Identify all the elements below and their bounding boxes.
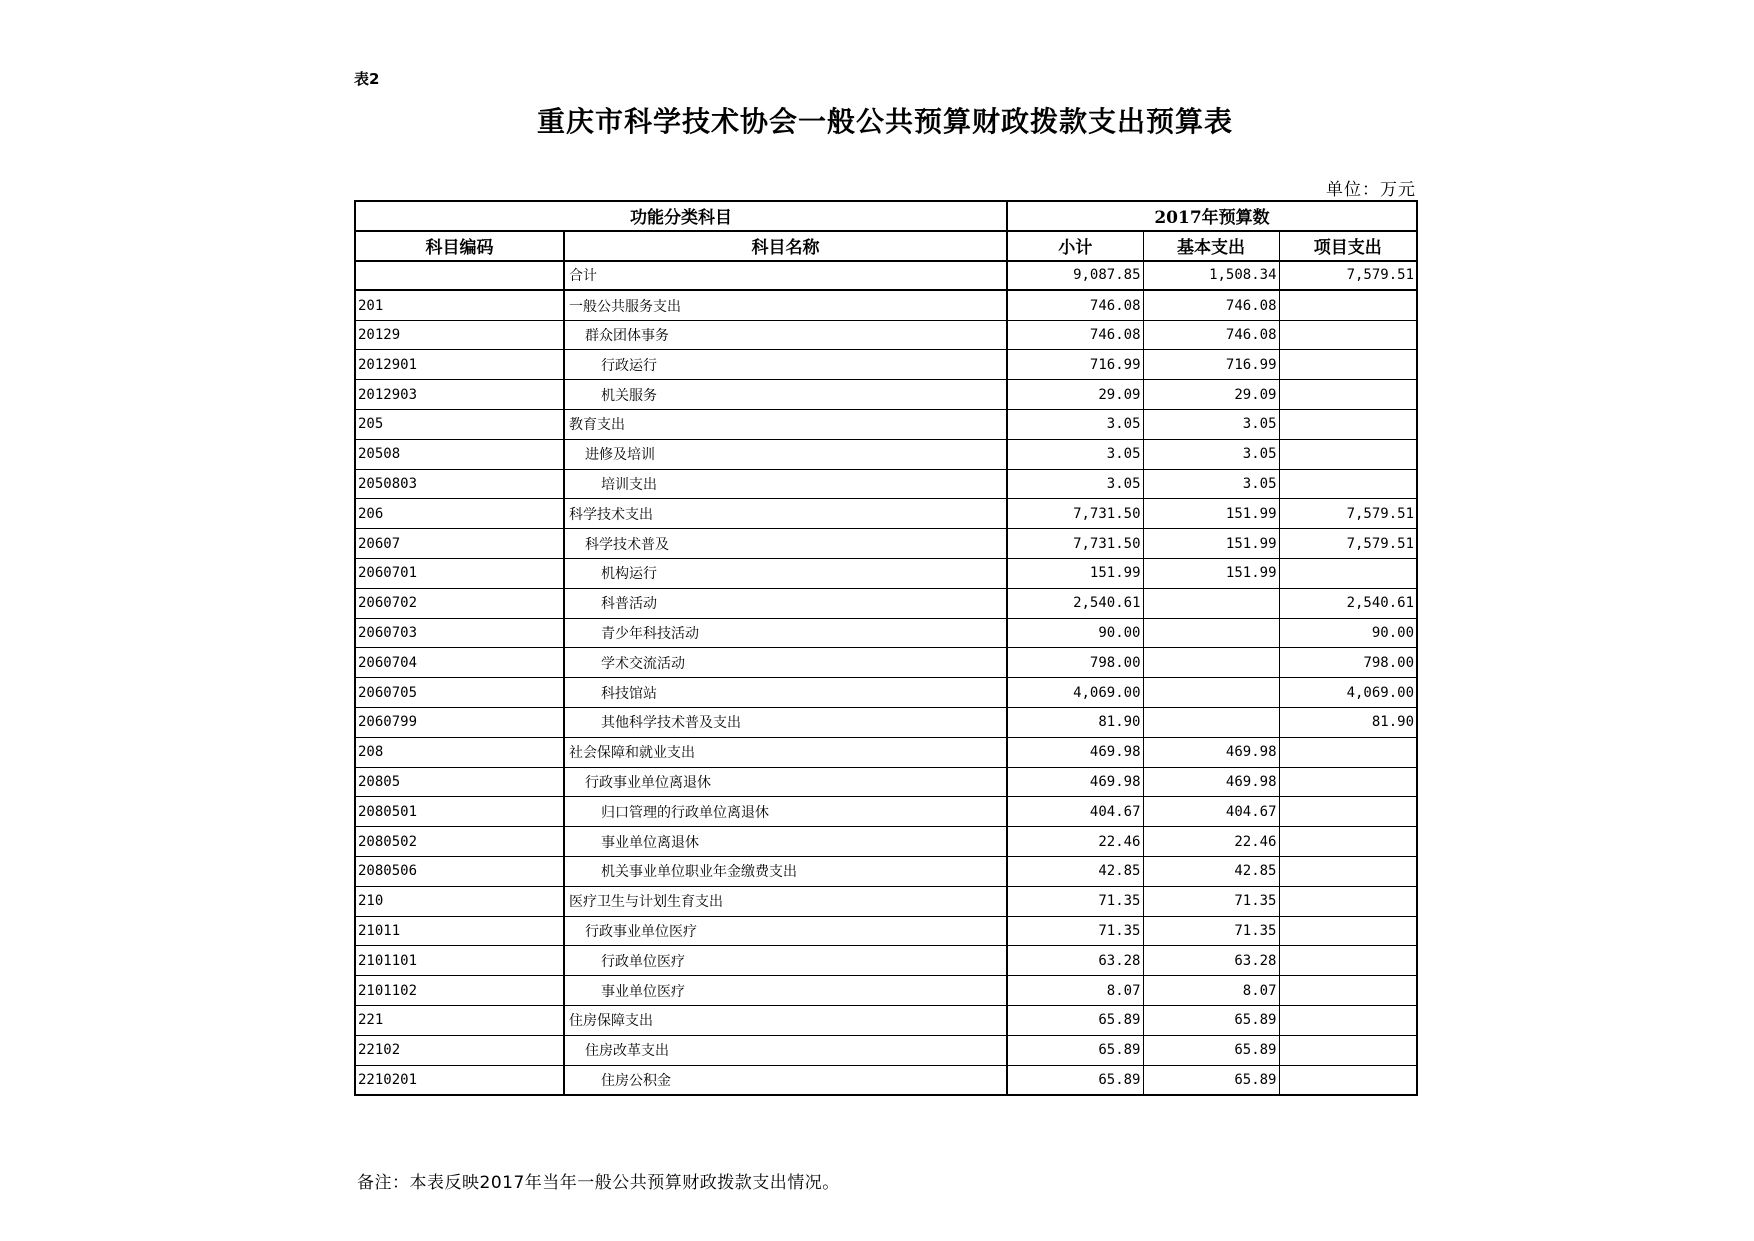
table-row — [355, 499, 1417, 529]
header-name: 科目名称 — [564, 231, 1007, 261]
header-basic: 基本支出 — [1143, 231, 1279, 261]
row-subtotal: 798.00 — [1007, 648, 1143, 678]
row-name: 其他科学技术普及支出 — [564, 708, 1007, 738]
row-project — [1279, 1035, 1417, 1065]
table-row — [355, 648, 1417, 678]
row-name: 行政事业单位离退休 — [564, 767, 1007, 797]
table-row — [355, 618, 1417, 648]
row-subtotal: 3.05 — [1007, 469, 1143, 499]
row-name: 行政运行 — [564, 350, 1007, 380]
row-code: 210 — [355, 886, 564, 916]
row-project — [1279, 767, 1417, 797]
total-name: 合计 — [564, 261, 1007, 291]
total-row — [355, 261, 1417, 291]
row-code: 2080502 — [355, 827, 564, 857]
row-subtotal: 29.09 — [1007, 380, 1143, 410]
row-name: 事业单位医疗 — [564, 976, 1007, 1006]
header-project: 项目支出 — [1279, 231, 1417, 261]
row-basic: 63.28 — [1143, 946, 1279, 976]
row-project — [1279, 737, 1417, 767]
row-subtotal: 151.99 — [1007, 559, 1143, 589]
row-name: 住房改革支出 — [564, 1035, 1007, 1065]
row-code: 2060703 — [355, 618, 564, 648]
row-basic: 151.99 — [1143, 529, 1279, 559]
budget-table — [354, 200, 1418, 1096]
table-row — [355, 1006, 1417, 1036]
row-name: 科学技术普及 — [564, 529, 1007, 559]
row-name: 社会保障和就业支出 — [564, 737, 1007, 767]
row-subtotal: 8.07 — [1007, 976, 1143, 1006]
row-name: 事业单位离退休 — [564, 827, 1007, 857]
row-name: 行政单位医疗 — [564, 946, 1007, 976]
table-row — [355, 827, 1417, 857]
row-code: 2101101 — [355, 946, 564, 976]
table-row — [355, 410, 1417, 440]
row-name: 群众团体事务 — [564, 320, 1007, 350]
table-row — [355, 380, 1417, 410]
row-basic: 746.08 — [1143, 320, 1279, 350]
row-project — [1279, 320, 1417, 350]
row-subtotal: 7,731.50 — [1007, 499, 1143, 529]
row-code: 21011 — [355, 916, 564, 946]
row-basic: 29.09 — [1143, 380, 1279, 410]
row-project — [1279, 916, 1417, 946]
row-project — [1279, 559, 1417, 589]
row-basic: 65.89 — [1143, 1006, 1279, 1036]
table-row — [355, 1035, 1417, 1065]
row-project: 90.00 — [1279, 618, 1417, 648]
total-subtotal: 9,087.85 — [1007, 261, 1143, 291]
row-basic: 8.07 — [1143, 976, 1279, 1006]
row-basic: 746.08 — [1143, 290, 1279, 320]
row-basic — [1143, 708, 1279, 738]
table-row — [355, 469, 1417, 499]
row-subtotal: 2,540.61 — [1007, 588, 1143, 618]
row-project — [1279, 410, 1417, 440]
table-row — [355, 976, 1417, 1006]
row-name: 科学技术支出 — [564, 499, 1007, 529]
row-basic — [1143, 588, 1279, 618]
footnote: 备注：本表反映2017年当年一般公共预算财政拨款支出情况。 — [357, 1173, 840, 1193]
row-name: 青少年科技活动 — [564, 618, 1007, 648]
row-project — [1279, 976, 1417, 1006]
table-row — [355, 708, 1417, 738]
row-code: 201 — [355, 290, 564, 320]
total-code — [355, 261, 564, 291]
row-project — [1279, 946, 1417, 976]
row-basic: 469.98 — [1143, 737, 1279, 767]
row-subtotal: 71.35 — [1007, 886, 1143, 916]
row-project: 7,579.51 — [1279, 499, 1417, 529]
row-code: 2060702 — [355, 588, 564, 618]
row-project — [1279, 290, 1417, 320]
row-name: 机关服务 — [564, 380, 1007, 410]
row-name: 住房保障支出 — [564, 1006, 1007, 1036]
row-subtotal: 3.05 — [1007, 439, 1143, 469]
row-code: 22102 — [355, 1035, 564, 1065]
row-basic — [1143, 648, 1279, 678]
unit-label: 单位：万元 — [1326, 180, 1416, 200]
row-subtotal: 71.35 — [1007, 916, 1143, 946]
row-subtotal: 81.90 — [1007, 708, 1143, 738]
row-project: 4,069.00 — [1279, 678, 1417, 708]
row-code: 2210201 — [355, 1065, 564, 1095]
row-project — [1279, 469, 1417, 499]
table-row — [355, 678, 1417, 708]
row-basic: 42.85 — [1143, 857, 1279, 887]
row-name: 机关事业单位职业年金缴费支出 — [564, 857, 1007, 887]
row-name: 住房公积金 — [564, 1065, 1007, 1095]
row-name: 机构运行 — [564, 559, 1007, 589]
row-basic: 151.99 — [1143, 559, 1279, 589]
row-subtotal: 22.46 — [1007, 827, 1143, 857]
row-code: 2012903 — [355, 380, 564, 410]
row-subtotal: 746.08 — [1007, 320, 1143, 350]
row-subtotal: 3.05 — [1007, 410, 1143, 440]
row-subtotal: 716.99 — [1007, 350, 1143, 380]
row-name: 培训支出 — [564, 469, 1007, 499]
table-row — [355, 559, 1417, 589]
row-name: 学术交流活动 — [564, 648, 1007, 678]
header-group-row — [355, 201, 1417, 231]
row-project — [1279, 827, 1417, 857]
header-column-row — [355, 231, 1417, 261]
row-basic: 151.99 — [1143, 499, 1279, 529]
row-project: 2,540.61 — [1279, 588, 1417, 618]
row-subtotal: 90.00 — [1007, 618, 1143, 648]
row-project: 81.90 — [1279, 708, 1417, 738]
row-subtotal: 7,731.50 — [1007, 529, 1143, 559]
row-code: 2060701 — [355, 559, 564, 589]
table-label: 表2 — [354, 70, 380, 88]
row-project — [1279, 1065, 1417, 1095]
row-code: 2060705 — [355, 678, 564, 708]
row-project — [1279, 439, 1417, 469]
row-basic — [1143, 678, 1279, 708]
row-project: 7,579.51 — [1279, 529, 1417, 559]
row-project — [1279, 1006, 1417, 1036]
row-name: 归口管理的行政单位离退休 — [564, 797, 1007, 827]
row-basic: 65.89 — [1143, 1065, 1279, 1095]
row-subtotal: 746.08 — [1007, 290, 1143, 320]
row-subtotal: 4,069.00 — [1007, 678, 1143, 708]
row-code: 2012901 — [355, 350, 564, 380]
table-row — [355, 857, 1417, 887]
table-row — [355, 439, 1417, 469]
header-functional-category: 功能分类科目 — [355, 201, 1007, 231]
header-subtotal: 小计 — [1007, 231, 1143, 261]
row-code: 20508 — [355, 439, 564, 469]
row-basic: 3.05 — [1143, 410, 1279, 440]
row-code: 20607 — [355, 529, 564, 559]
row-code: 2050803 — [355, 469, 564, 499]
row-code: 2060704 — [355, 648, 564, 678]
table-row — [355, 588, 1417, 618]
row-name: 行政事业单位医疗 — [564, 916, 1007, 946]
row-project — [1279, 797, 1417, 827]
row-project — [1279, 857, 1417, 887]
table-row — [355, 767, 1417, 797]
row-project: 798.00 — [1279, 648, 1417, 678]
total-project: 7,579.51 — [1279, 261, 1417, 291]
document-title: 重庆市科学技术协会一般公共预算财政拨款支出预算表 — [536, 105, 1233, 138]
row-subtotal: 63.28 — [1007, 946, 1143, 976]
row-project — [1279, 380, 1417, 410]
table-row — [355, 320, 1417, 350]
row-basic: 22.46 — [1143, 827, 1279, 857]
row-subtotal: 469.98 — [1007, 737, 1143, 767]
row-code: 20129 — [355, 320, 564, 350]
row-subtotal: 469.98 — [1007, 767, 1143, 797]
table-row — [355, 886, 1417, 916]
table-row — [355, 1065, 1417, 1095]
row-code: 208 — [355, 737, 564, 767]
row-code: 206 — [355, 499, 564, 529]
row-basic: 469.98 — [1143, 767, 1279, 797]
row-name: 医疗卫生与计划生育支出 — [564, 886, 1007, 916]
row-project — [1279, 350, 1417, 380]
table-row — [355, 797, 1417, 827]
row-basic — [1143, 618, 1279, 648]
row-name: 一般公共服务支出 — [564, 290, 1007, 320]
total-basic: 1,508.34 — [1143, 261, 1279, 291]
table-row — [355, 529, 1417, 559]
row-name: 科普活动 — [564, 588, 1007, 618]
row-subtotal: 65.89 — [1007, 1035, 1143, 1065]
table-row — [355, 916, 1417, 946]
row-subtotal: 404.67 — [1007, 797, 1143, 827]
row-code: 2080506 — [355, 857, 564, 887]
row-basic: 3.05 — [1143, 439, 1279, 469]
row-code: 221 — [355, 1006, 564, 1036]
row-code: 20805 — [355, 767, 564, 797]
row-name: 教育支出 — [564, 410, 1007, 440]
header-code: 科目编码 — [355, 231, 564, 261]
table-row — [355, 946, 1417, 976]
row-subtotal: 65.89 — [1007, 1065, 1143, 1095]
row-basic: 71.35 — [1143, 916, 1279, 946]
row-basic: 404.67 — [1143, 797, 1279, 827]
row-code: 2101102 — [355, 976, 564, 1006]
row-project — [1279, 886, 1417, 916]
row-basic: 716.99 — [1143, 350, 1279, 380]
row-basic: 65.89 — [1143, 1035, 1279, 1065]
table-row — [355, 290, 1417, 320]
row-code: 2060799 — [355, 708, 564, 738]
row-code: 205 — [355, 410, 564, 440]
table-row — [355, 737, 1417, 767]
table-row — [355, 350, 1417, 380]
row-basic: 71.35 — [1143, 886, 1279, 916]
header-budget-2017: 2017年预算数 — [1007, 201, 1417, 231]
row-subtotal: 42.85 — [1007, 857, 1143, 887]
row-code: 2080501 — [355, 797, 564, 827]
row-name: 进修及培训 — [564, 439, 1007, 469]
row-name: 科技馆站 — [564, 678, 1007, 708]
row-basic: 3.05 — [1143, 469, 1279, 499]
row-subtotal: 65.89 — [1007, 1006, 1143, 1036]
